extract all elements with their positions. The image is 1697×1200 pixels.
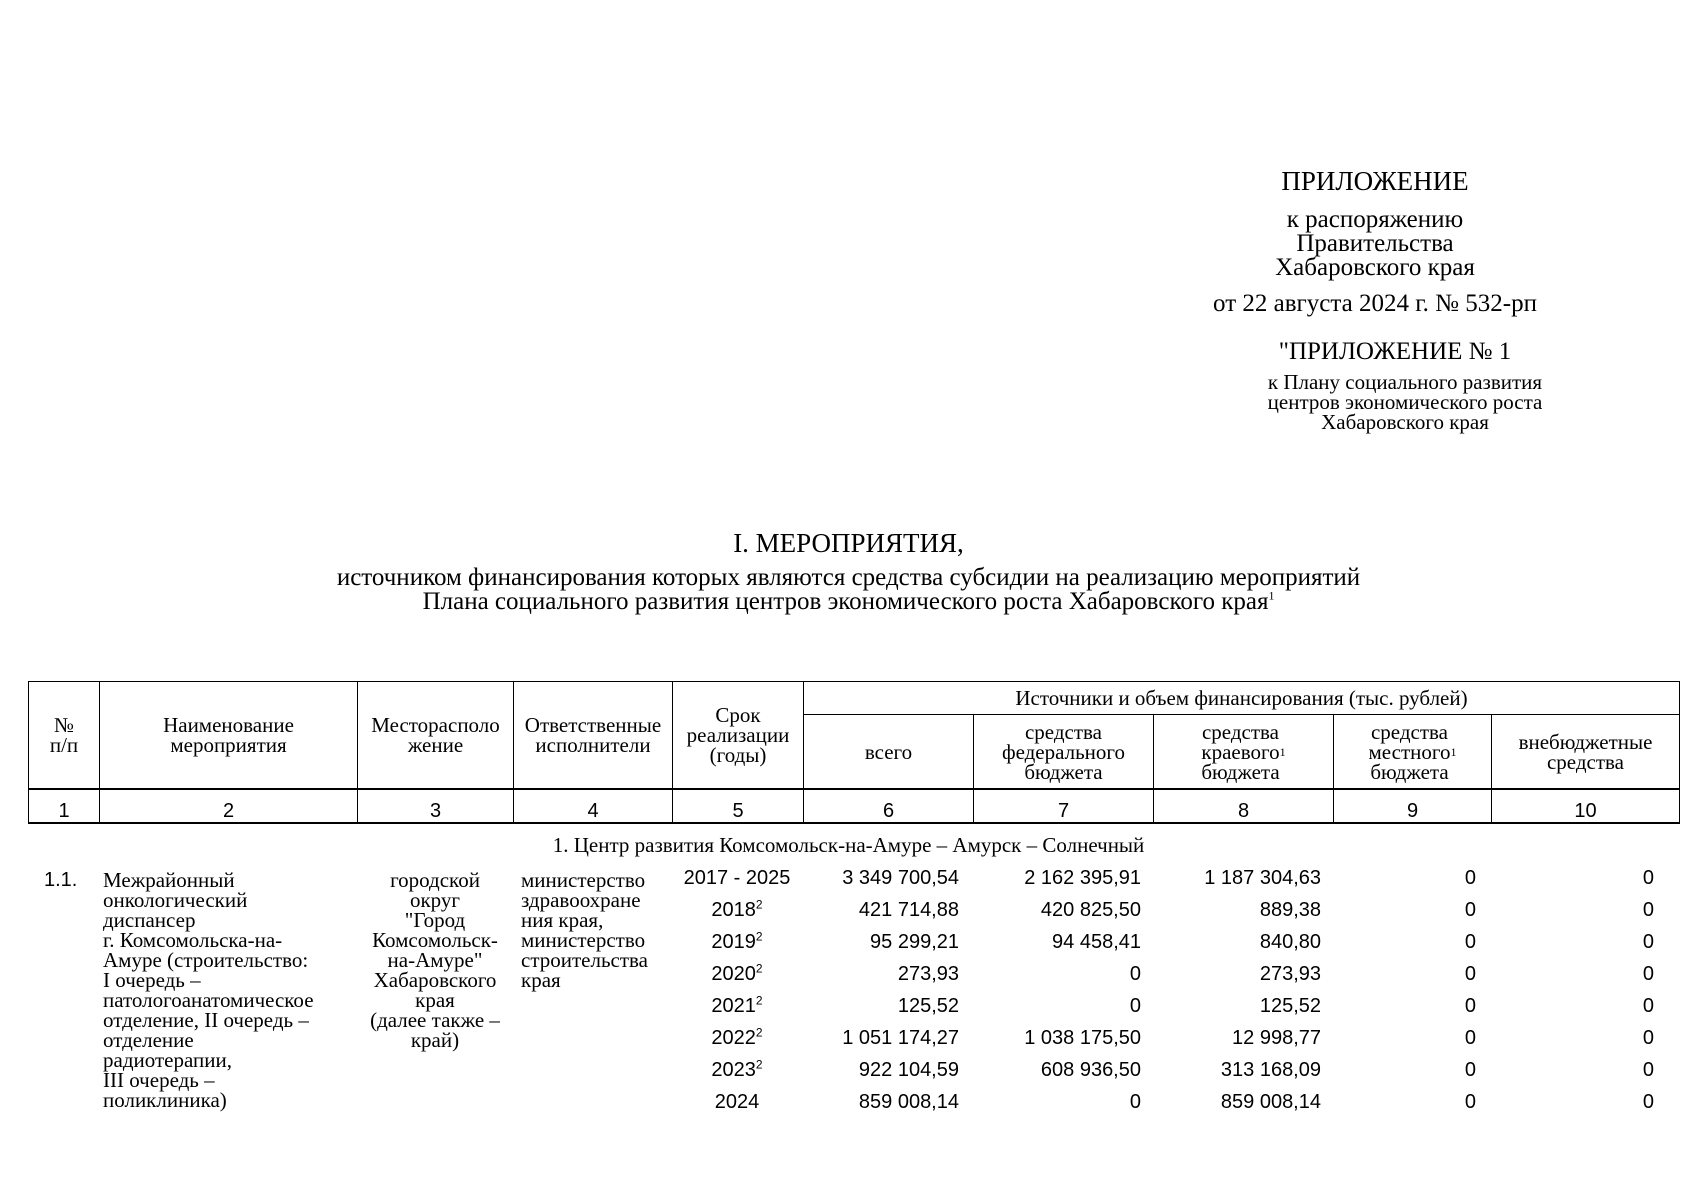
value-federal: 420 825,50 — [1040, 899, 1141, 921]
column-number: 10 — [1574, 800, 1597, 822]
header-regional-text: средства краевого бюджета — [1201, 719, 1280, 784]
value-local: 0 — [1464, 1059, 1476, 1081]
header-num: № п/п — [49, 713, 79, 757]
value-extrabudget: 0 — [1642, 1027, 1654, 1049]
plan-line-3: Хабаровского края — [1321, 410, 1489, 434]
year-cell — [672, 899, 802, 922]
year-value: 2020 — [711, 963, 756, 985]
value-regional: 273,93 — [1259, 963, 1321, 985]
year-value: 2019 — [711, 931, 756, 953]
year-value: 2022 — [711, 1027, 756, 1049]
plan-line-2: центров экономического роста — [1267, 390, 1543, 414]
year-cell — [672, 1059, 802, 1082]
section-title: 1. Центр развития Комсомольск-на-Амуре – Амурск – Солнечный — [552, 833, 1145, 857]
year-cell — [672, 867, 802, 890]
column-number: 2 — [222, 800, 235, 822]
value-total: 922 104,59 — [858, 1059, 959, 1081]
header-federal: средства федерального бюджета — [1001, 719, 1126, 784]
row-name: Межрайонный онкологический диспансер г. Комсомольска-на- Амуре (строительство: I очередь – патологоанатомическое отделение, II очередь – отделение радиотерапии, III очередь – поликлиника) — [103, 868, 314, 1112]
column-number: 3 — [429, 800, 442, 822]
header-executors: Ответственные исполнители — [524, 713, 662, 757]
header-local: средства местного бюджета 1 — [1368, 719, 1457, 784]
value-federal: 94 458,41 — [1052, 931, 1141, 953]
order-line-3: Хабаровского края — [1275, 254, 1475, 281]
year-cell — [672, 931, 802, 954]
year-footnote: 2 — [755, 897, 763, 912]
year-value: 2021 — [711, 995, 756, 1017]
value-extrabudget: 0 — [1642, 899, 1654, 921]
column-number: 9 — [1406, 800, 1419, 822]
value-local: 0 — [1464, 1091, 1476, 1113]
column-number: 1 — [58, 800, 70, 822]
grid-header-bottom — [28, 788, 1680, 790]
order-line-2: Правительства — [1296, 230, 1454, 257]
plan-line-1: к Плану социального развития — [1267, 370, 1543, 394]
header-name: Наименование мероприятия — [163, 713, 294, 757]
year-footnote: 2 — [755, 1057, 763, 1072]
value-extrabudget: 0 — [1642, 963, 1654, 985]
value-regional: 125,52 — [1259, 995, 1321, 1017]
header-location: Месторасполо жение — [371, 713, 500, 757]
subtitle-line-2 — [0, 590, 1697, 614]
appendix-1-title: "ПРИЛОЖЕНИЕ № 1 — [1278, 338, 1512, 365]
value-local: 0 — [1464, 963, 1476, 985]
value-regional: 12 998,77 — [1232, 1027, 1321, 1049]
value-regional: 840,80 — [1259, 931, 1321, 953]
value-total: 1 051 174,27 — [842, 1027, 959, 1049]
value-total: 859 008,14 — [858, 1091, 959, 1113]
value-total: 125,52 — [897, 995, 959, 1017]
row-executors: министерство здравоохране ния края, министерство строительства края — [521, 868, 649, 992]
year-cell — [672, 1027, 802, 1050]
header-regional: средства краевого бюджета 1 — [1201, 719, 1286, 784]
column-number: 4 — [587, 800, 599, 822]
section-heading: I. МЕРОПРИЯТИЯ, — [733, 528, 964, 558]
row-number: 1.1. — [44, 869, 78, 891]
appendix-title: ПРИЛОЖЕНИЕ — [1281, 166, 1469, 196]
header-period: Срок реализации (годы) — [686, 703, 790, 767]
year-footnote: 2 — [755, 993, 763, 1008]
order-line-1: к распоряжению — [1286, 206, 1464, 233]
value-total: 95 299,21 — [870, 931, 959, 953]
year-value: 2023 — [711, 1059, 756, 1081]
value-extrabudget: 0 — [1642, 867, 1654, 889]
column-number: 5 — [732, 800, 744, 822]
year-value: 2017 - 2025 — [683, 867, 791, 889]
value-local: 0 — [1464, 1027, 1476, 1049]
header-total: всего — [864, 739, 913, 764]
year-value: 2024 — [714, 1091, 760, 1113]
value-total: 273,93 — [897, 963, 959, 985]
header-local-text: средства местного бюджета — [1368, 719, 1451, 784]
value-federal: 0 — [1129, 995, 1141, 1017]
year-cell — [672, 995, 802, 1018]
value-federal: 1 038 175,50 — [1024, 1027, 1141, 1049]
column-number: 7 — [1057, 800, 1070, 822]
value-federal: 0 — [1129, 1091, 1141, 1113]
value-local: 0 — [1464, 931, 1476, 953]
year-footnote: 2 — [755, 961, 763, 976]
value-regional: 1 187 304,63 — [1204, 867, 1321, 889]
subtitle-line-1: источником финансирования которых являются средства субсидии на реализацию мероприятий — [336, 564, 1361, 591]
year-cell — [672, 1091, 802, 1114]
column-number: 6 — [882, 800, 895, 822]
subtitle-line-2-text: Плана социального развития центров экономического роста Хабаровского края — [422, 588, 1269, 615]
value-total: 3 349 700,54 — [842, 867, 959, 889]
header-sources-group: Источники и объем финансирования (тыс. рублей) — [1015, 686, 1468, 710]
value-federal: 0 — [1129, 963, 1141, 985]
value-extrabudget: 0 — [1642, 931, 1654, 953]
value-regional: 859 008,14 — [1220, 1091, 1321, 1113]
year-footnote: 2 — [755, 929, 763, 944]
value-extrabudget: 0 — [1642, 1059, 1654, 1081]
year-footnote: 2 — [755, 1025, 763, 1040]
row-location: городской округ "Город Комсомольск- на-Амуре" Хабаровского края (далее также – край) — [370, 868, 500, 1052]
value-total: 421 714,88 — [858, 899, 959, 921]
grid-v-10 — [1679, 681, 1680, 823]
order-reference: от 22 августа 2024 г. № 532-рп — [1213, 290, 1537, 317]
value-local: 0 — [1464, 995, 1476, 1017]
year-value: 2018 — [711, 899, 756, 921]
value-local: 0 — [1464, 899, 1476, 921]
column-number: 8 — [1237, 800, 1250, 822]
subtitle-footnote-mark: 1 — [1268, 588, 1275, 603]
value-regional: 313 168,09 — [1220, 1059, 1321, 1081]
value-federal: 608 936,50 — [1040, 1059, 1141, 1081]
value-federal: 2 162 395,91 — [1024, 867, 1141, 889]
value-extrabudget: 0 — [1642, 995, 1654, 1017]
header-extrabudget: внебюджетные средства — [1518, 729, 1653, 774]
value-extrabudget: 0 — [1642, 1091, 1654, 1113]
value-regional: 889,38 — [1259, 899, 1321, 921]
value-local: 0 — [1464, 867, 1476, 889]
year-cell — [672, 963, 802, 986]
